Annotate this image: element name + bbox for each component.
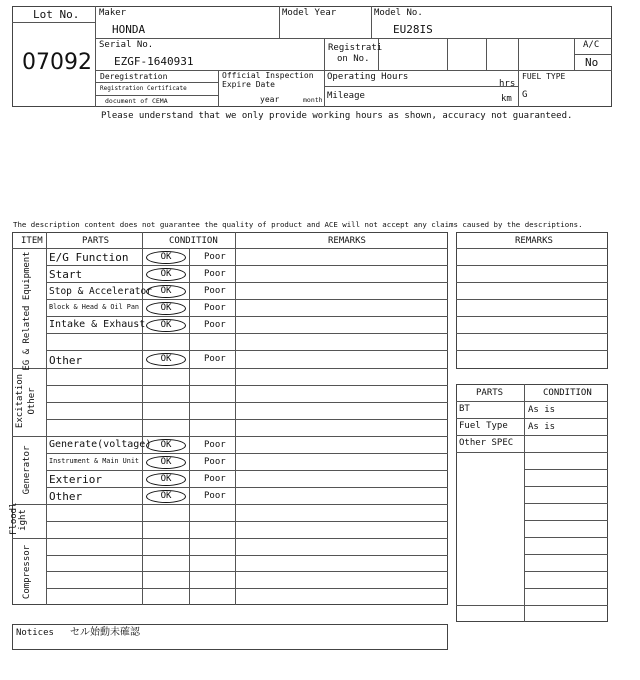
group-eg-related: EG & Related Equipment: [22, 251, 32, 371]
registration-label-1: Registrati: [328, 43, 383, 53]
mileage-label: Mileage: [327, 91, 365, 101]
spec-part-bt: BT: [459, 404, 470, 414]
ok-circle: OK: [146, 490, 186, 503]
registration-cert-label: Registration Certificate: [100, 85, 187, 92]
poor-label: Poor: [204, 491, 226, 501]
group-excitation-line2: Other: [27, 387, 37, 415]
notices-value: セル始動未確認: [70, 627, 140, 638]
poor-label: Poor: [204, 252, 226, 262]
group-floodlight-line1: Floodl: [9, 502, 19, 535]
serial-value: EZGF-1640931: [114, 55, 194, 68]
part-stop-accelerator: Stop & Accelerator: [49, 286, 152, 297]
part-intake-exhaust: Intake & Exhaust: [49, 319, 146, 330]
km-label: km: [501, 94, 512, 104]
right-remarks-header: REMARKS: [515, 236, 553, 246]
poor-label: Poor: [204, 303, 226, 313]
fuel-type-label: FUEL TYPE: [522, 72, 566, 81]
ok-circle: OK: [146, 473, 186, 486]
part-block-head-oil-pan: Block & Head & Oil Pan: [49, 303, 140, 311]
maker-value: HONDA: [112, 23, 146, 36]
remarks-header: REMARKS: [328, 236, 366, 246]
model-no-label: Model No.: [374, 8, 423, 18]
condition-header: CONDITION: [169, 236, 218, 246]
cema-label: document of CEMA: [105, 97, 168, 105]
group-floodlight-line2: ight: [18, 509, 28, 531]
deregistration-label: Deregistration: [100, 72, 168, 81]
spec-condition-bt: As is: [528, 405, 556, 415]
spec-condition-fuel-type: As is: [528, 422, 556, 432]
spec-part-fuel-type: Fuel Type: [459, 421, 508, 431]
parts-header: PARTS: [82, 236, 110, 246]
part-other-generator: Other: [49, 490, 83, 503]
item-header: ITEM: [21, 236, 43, 246]
part-start: Start: [49, 268, 83, 281]
inspection-label-1: Official Inspection: [222, 71, 314, 80]
poor-label: Poor: [204, 320, 226, 330]
part-exterior: Exterior: [49, 473, 102, 486]
hrs-label: hrs: [499, 79, 516, 89]
part-generate-voltage: Generate(voltage): [49, 439, 152, 450]
ok-circle: OK: [146, 439, 186, 452]
part-eg-function: E/G Function: [49, 251, 129, 264]
model-year-label: Model Year: [282, 8, 337, 18]
lot-label: Lot No.: [33, 8, 80, 21]
serial-label: Serial No.: [99, 40, 154, 50]
ok-circle: OK: [146, 319, 186, 332]
ok-circle: OK: [146, 268, 186, 281]
ok-circle: OK: [146, 285, 186, 298]
fuel-type-value: G: [522, 90, 528, 100]
part-instrument-main-unit: Instrument & Main Unit: [49, 457, 140, 465]
spec-condition-header: CONDITION: [543, 388, 592, 398]
model-no-value: EU28IS: [393, 23, 433, 36]
poor-label: Poor: [204, 457, 226, 467]
poor-label: Poor: [204, 440, 226, 450]
poor-label: Poor: [204, 474, 226, 484]
working-hours-notice: Please understand that we only provide working hours as shown, accuracy not guaranteed.: [101, 111, 573, 121]
group-generator: Generator: [22, 445, 32, 495]
registration-label-2: on No.: [337, 54, 370, 64]
ok-circle: OK: [146, 251, 186, 264]
spec-part-other-spec: Other SPEC: [459, 438, 514, 448]
notices-label: Notices: [16, 628, 54, 638]
group-compressor: Compressor: [22, 544, 32, 600]
poor-label: Poor: [204, 354, 226, 364]
ok-circle: OK: [146, 353, 186, 366]
right-remarks-table: [456, 232, 608, 369]
spec-parts-header: PARTS: [476, 388, 504, 398]
disclaimer: The description content does not guarantee the quality of product and ACE will not accept any claims caused by the descriptions.: [13, 220, 583, 229]
part-other-eg: Other: [49, 354, 83, 367]
maker-label: Maker: [99, 8, 127, 18]
ac-value: No: [585, 56, 599, 69]
operating-hours-label: Operating Hours: [327, 72, 409, 82]
lot-number: 07092: [22, 50, 92, 75]
ok-circle: OK: [146, 302, 186, 315]
year-label: year: [260, 95, 280, 104]
month-label: month: [303, 96, 323, 104]
group-excitation-line1: Excitation: [15, 373, 25, 429]
inspection-label-2: Expire Date: [222, 80, 275, 89]
poor-label: Poor: [204, 286, 226, 296]
poor-label: Poor: [204, 269, 226, 279]
ok-circle: OK: [146, 456, 186, 469]
ac-label: A/C: [583, 40, 600, 50]
